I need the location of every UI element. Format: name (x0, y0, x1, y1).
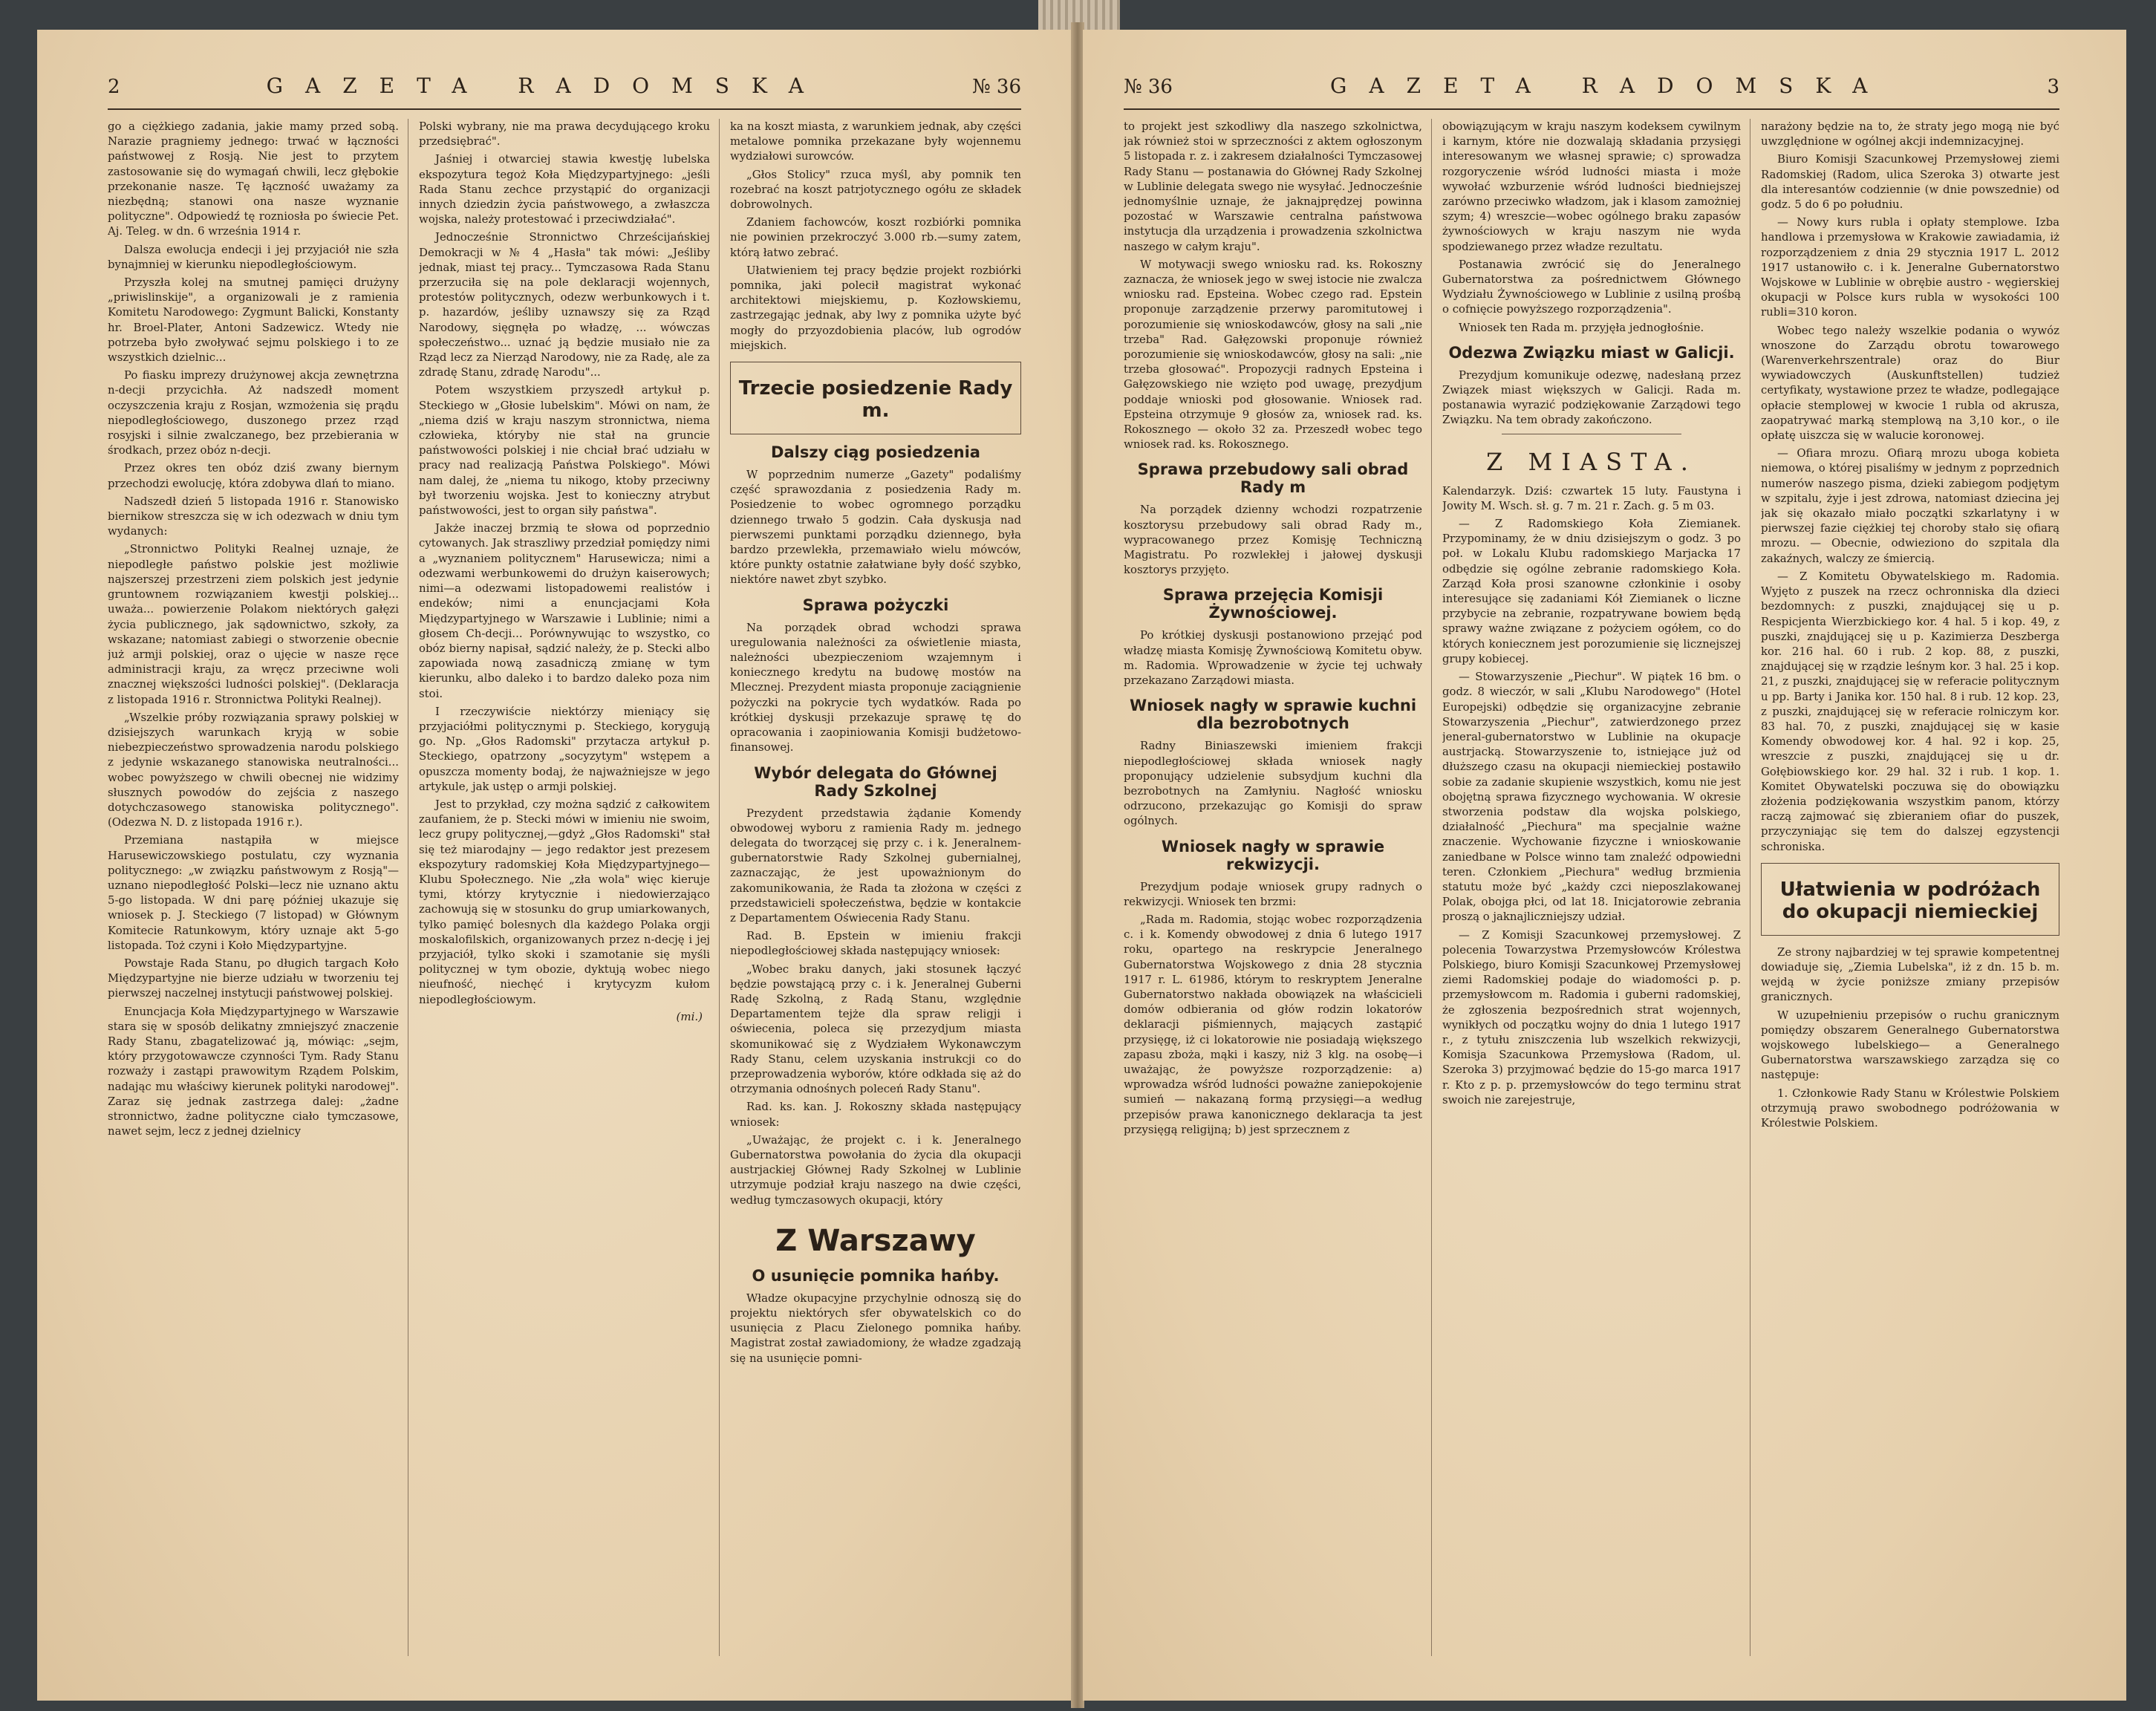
paragraph: W poprzednim numerze „Gazety" podaliśmy część sprawozdania z posiedzenia Rady m. Posiedzenie to wobec ogromnego porządku dziennego trwało 5 godzin. Cała dyskusja nad pierwszemi punktami porządku dziennego, była bardzo przewlekła, przemawiało wielu mówców, które punkty ostatnie załatwiane były dość szybko, niektóre nawet zbyt szybko. (730, 468, 1021, 587)
left-page (37, 30, 1073, 1701)
paragraph: Jest to przykład, czy można sądzić z całkowitem zaufaniem, że p. Stecki mówi w imieniu nie swoim, lecz grupy politycznej,—gdyż „Głos Radomski" stał się też miarodajny — jego redaktor jest prezesem ekspozytury radomskiej Koła Międzypartyjnego—Klubu Społecznego. Nie „zła wola" więc kieruje tymi, którzy krytycznie i niedowierzająco zachowują się w stosunku do grup umiarkowanych, tylko pamięć bolesnych dla każdego Polaka orgji moskalofilskich, organizowanych przez n-decję i jej przyjaciół, tylko skoki i szamotanie się myśli politycznej w tym obozie, dyktują wobec niego nieufność, niechęć i krytycyzm kułom niepodległościowym. (419, 797, 710, 1006)
article-box (1761, 863, 2059, 936)
paragraph: Po krótkiej dyskusji postanowiono przejąć pod władzę miasta Komisję Żywnościową Komitetu obyw. m. Radomia. Wprowadzenie w życie tej uchwały przekazano Zarządowi miasta. (1124, 628, 1422, 688)
paragraph: Na porządek dzienny wchodzi rozpatrzenie kosztorysu przebudowy sali obrad Rady m., wypracowanego przez Komisję Techniczną Magistratu. Po rozwlekłej i jałowej dyskusji kosztorys przyjęto. (1124, 503, 1422, 577)
left-column-1 (108, 119, 408, 1656)
issue-number: № 36 (1124, 76, 1173, 98)
page-number: 3 (2047, 76, 2059, 98)
paragraph: Władze okupacyjne przychylnie odnoszą się do projektu niektórych sfer obywatelskich co do usunięcia z Placu Zielonego pomnika hańby. Magistrat został zawiadomiony, że władze zgadzają się na usunięcie pomni- (730, 1291, 1021, 1365)
paragraph: „Rada m. Radomia, stojąc wobec rozporządzenia c. i k. Komendy obwodowej z dnia 6 lutego 1917 roku, opartego na reskrypcie Jeneralnego Gubernatorstwa Wojskowego z dnia 28 stycznia 1917 r. L. 61986, którym to reskryptem Jeneralne Gubernatorstwo nakłada obowiązek na właścicieli domów odbierania od głów rodzin lokatorów deklaracji piśmiennych, mających zastąpić przysięgę, iż ci lokatorowie nie posiadają większego zapasu zboża, mąki i kaszy, niż 3 klg. na osobę—i uważając, że powyższe rozporządzenie: a) wprowadza wśród ludności poważne zaniepokojenie sumień — nakazaną formą przysięgi—a według przepisów prawa kanonicznego deklaracja ta jest przysięgą religijną; b) jest sprzecznem z (1124, 912, 1422, 1136)
paragraph: Przez okres ten obóz dziś zwany biernym przechodzi ewolucję, która zdobywa dlań to miano. (108, 461, 399, 490)
right-column-2 (1442, 119, 1750, 1656)
paragraph: Ze strony najbardziej w tej sprawie kompetentnej dowiaduje się, „Ziemia Lubelska", iż z dn. 15 b. m. wejdą w życie poniższe zmiany przepisów granicznych. (1761, 945, 2059, 1004)
paragraph: Zdaniem fachowców, koszt rozbiórki pomnika nie powinien przekroczyć 3.000 rb.—sumy zatem, którą łatwo zebrać. (730, 215, 1021, 259)
paragraph: I rzeczywiście niektórzy mieniący się przyjaciółmi politycznymi p. Steckiego, korygują go. Np. „Głos Radomski" przytacza artykuł p. Steckiego, opatrzony „socyzytym" wstępem a opuszcza momenty bodaj, że najważniejsze w jego artykule, jak ustęp o armji polskiej. (419, 704, 710, 793)
paragraph: Radny Biniaszewski imieniem frakcji niepodległościowej składa wniosek nagły proponujący udzielenie subsydjum kuchni dla bezrobotnych na Zamłyniu. Nagłość wniosku odrzucono, przekazując go Komisji do spraw ogólnych. (1124, 739, 1422, 828)
section-heading: Z Warszawy (775, 1223, 976, 1258)
paragraph: to projekt jest szkodliwy dla naszego szkolnictwa, jak również stoi w sprzeczności z aktem ogłoszonym 5 listopada r. z. i zakresem działalności Tymczasowej Rady Stanu — postanawia do Głównej Rady Szkolnej w Lublinie delegata swego nie wysyłać. Jednocześnie jednomyślnie uznaje, że jaknajprędzej powinna pozostać w Warszawie centralna państwowa instytucja dla urządzenia i prowadzenia szkolnictwa naszego w całym kraju". (1124, 120, 1422, 253)
section-heading: Z MIASTA. (1486, 447, 1697, 476)
section-subheading: Sprawa pożyczki (802, 596, 949, 614)
paragraph: Potem wszystkiem przyszedł artykuł p. Steckiego w „Głosie lubelskim". Mówi on nam, że „niema dziś w kraju naszym stronnictwa, niema człowieka, któryby nie stał na gruncie państwowości polskiej i nie chciał brać udziału w pracy nad realizacją Państwa Polskiego". Mówi nam dalej, że „niema tu nikogo, ktoby przeciwny był tworzeniu wojska. Jest to konieczny atrybut państwowości, jest to organ siły państwa". (419, 383, 710, 518)
right-column-3 (1761, 119, 2059, 1656)
left-column-2 (419, 119, 720, 1656)
paragraph: Przyszła kolej na smutnej pamięci drużyny „priwislinskije", a organizowali je z ramienia Komitetu Narodowego: Zygmunt Balicki, Konstanty hr. Broel-Plater, Antoni Sadzewicz. Wtedy nie potrzeba było zwoływać sejmu polskiego i to ze wszystkich dzielnic... (108, 276, 399, 365)
newspaper-title: GAZETA RADOMSKA (266, 74, 826, 98)
paragraph: 1. Członkowie Rady Stanu w Królestwie Polskiem otrzymują prawo swobodnego podróżowania w Królestwie Polskiem. (1761, 1086, 2059, 1130)
paragraph: Wniosek ten Rada m. przyjęła jednogłośnie. (1459, 320, 1704, 334)
paragraph: Jaśniej i otwarciej stawia kwestję lubelska ekspozytura tegoż Koła Międzypartyjnego: „jeśli Rada Stanu zechce przystąpić do organizacji innych dziedzin życia państwowego, a zwłaszcza wojska, należy protestować i przeciwdziałać". (419, 152, 710, 226)
paragraph: Przemiana nastąpiła w miejsce Harusewiczowskiego postulatu, czy wyznania politycznego: „w związku państwowym z Rosją"—uznano niepodległość Polski—lecz nie uznano aktu 5-go listopada. W dni parę później ukazuje się wniosek p. J. Steckiego (7 listopad) w Głównym Komitecie Ratunkowym, który uznaje akt 5-go listopada. Toż czyni i Koło Międzypartyjne. (108, 833, 399, 952)
section-subheading: Odezwa Związku miast w Galicji. (1448, 343, 1735, 362)
paragraph: obowiązującym w kraju naszym kodeksem cywilnym i karnym, które nie dozwalają składania przysięgi interesowanym we własnej sprawie; c) sprowadza rozgoryczenie wśród ludności miasta i może wywołać wzburzenie wśród ludności biedniejszej zarówno przeciwko władzom, jak i klasom zamożniej szym; 4) wreszcie—wobec ogólnego braku zapasów żywnościowych w kraju naszym nie wyda spodziewanego przez władze rezultatu. (1442, 120, 1741, 253)
paragraph: Na porządek obrad wchodzi sprawa uregulowania należności za oświetlenie miasta, należności ubezpieczeniom wzajemnym i koniecznego kredytu na budowę mostów na Mlecznej. Prezydent miasta proponuje zaciągnienie pożyczki na pokrycie tych wydatków. Rada po krótkiej dyskusji przekazuje sprawę tę do opracowania i zaopiniowania Komisji budżetowo-finansowej. (730, 620, 1021, 755)
section-subheading: Wniosek nagły w sprawie rekwizycji. (1161, 837, 1385, 873)
paragraph: Polski wybrany, nie ma prawa decydującego kroku przedsiębrać". (419, 120, 710, 149)
article-box (730, 362, 1021, 434)
right-page (1083, 30, 2126, 1701)
paragraph: Dalsza ewolucja endecji i jej przyjaciół nie szła bynajmniej w kierunku niepodległościowym. (108, 242, 399, 271)
paragraph: Rad. ks. kan. J. Rokoszny składa następujący wniosek: (730, 1100, 1021, 1129)
section-subheading: Wybór delegata do Głównej Rady Szkolnej (754, 763, 997, 800)
paragraph: — Z Radomskiego Koła Ziemianek. Przypominamy, że w dniu dzisiejszym o godz. 3 po poł. w Lokalu Klubu radomskiego Marjacka 17 odbędzie się ogólne zebranie radomskiego Koła. Zarząd Koła prosi szanowne członkinie i osoby interesujące się zadaniami Kół Ziemianek o liczne przybycie na zebranie, rozpatrywane bowiem będą sprawy ważne związane z pożyciem ogółem, co do których koniecznem jest porozumienie się licznejszej grupy kobiecej. (1442, 517, 1741, 665)
newspaper-title: GAZETA RADOMSKA (1330, 74, 1890, 98)
paragraph: Prezydjum podaje wniosek grupy radnych o rekwizycji. Wniosek ten brzmi: (1124, 879, 1422, 908)
paragraph: Nadszedł dzień 5 listopada 1916 r. Stanowisko biernikow streszcza się w ich odezwach w dniu tym wydanych: (108, 494, 399, 538)
article-heading: Trzecie posiedzenie Rady m. (738, 377, 1013, 423)
paragraph: Postanawia zwrócić się do Jeneralnego Gubernatorstwa za pośrednictwem Głównego Wydziału Żywnościowego w Lublinie z usilną prośbą o cofnięcie powyższego rozporządzenia". (1442, 257, 1741, 316)
paragraph: — Z Komitetu Obywatelskiego m. Radomia. Wyjęto z puszek na rzecz ochronniska dla dzieci bezdomnych: z puszki, znajdującej się u p. Respicjenta Wierzbickiego kor. 4 hal. 5 i kop. 49, z puszki, znajdującej się u p. Kazimierza Deszberga kor. 216 hal. 60 i rub. 2 kop. 88, z puszki, znajdującej się w rządzie leśnym kor. 3 hal. 25 i kop. 21, z puszki, znajdującej się w referacie politycznym u pp. Barty i Janika kor. 150 hal. 8 i rub. 12 kop. 23, z puszki, znajdującej się w referacie rolniczym kor. 83 hal. 70, z puszki, znajdującej się w kasie Komendy obwodowej kor. 4 hal. 92 i kop. 25, wreszcie z puszki, znajdującej się u dr. Gołębiowskiego kor. 29 hal. 32 i rub. 1 kop. 1. Komitet Obywatelski poczuwa się do obowiązku złożenia podziękowania wszystkim panom, którzy raczą zajmować się zbieraniem ofiar do puszek, przyczyniając się tem do dalszej egzystencji schroniska. (1761, 569, 2059, 853)
paragraph: Enuncjacja Koła Międzypartyjnego w Warszawie stara się w sposób delikatny zmniejszyć znaczenie Rady Stanu, zbagatelizować ją, mówiąc: „sejm, który przygotowawcze czynności Tym. Rady Stanu rozważy i zastąpi prawowitym Rządem Polskim, nadając mu właściwy kierunek polityki narodowej". Zaraz się jednak zastrzega dalej: „żadne stronnictwo, żadne polityczne ciało tymczasowe, nawet sejm, lecz z jednej dzielnicy (108, 1004, 399, 1138)
section-subheading: Sprawa przebudowy sali obrad Rady m (1137, 460, 1409, 497)
paragraph: — Z Komisji Szacunkowej przemysłowej. Z polecenia Towarzystwa Przemysłowców Królestwa Polskiego, biuro Komisji Szacunkowej Przemysłowej ziemi Radomskiej podaje do wiadomości p. p. przemysłowcom m. Radomia i guberni radomskiej, że zgłoszenia bezpośrednich strat wojennych, wynikłych od początku wojny do dnia 1 lutego 1917 r., z tytułu zniszczenia lub wszelkich rekwizycji, Komisja Szacunkowa Przemysłowa (Radom, ul. Szeroka 3) przyjmować będzie do 15-go marca 1917 r. Kto z p. p. przemysłowców do tego terminu strat swoich nie zarejestruje, (1442, 928, 1741, 1107)
issue-number: № 36 (972, 76, 1021, 98)
paragraph: W motywacji swego wniosku rad. ks. Rokoszny zaznacza, że wniosek jego w swej istocie nie zwalcza wniosku rad. Epsteina. Wobec czego rad. Epstein proponuje zarządzenie przerwy paromitutowej i porozumienie się wnioskodawców, głosy na sali „nie trzeba" Rad. Gałęzowski proponuje również porozumienie się wnioskodawców, głosy na sali: „nie trzeba głosować". Propozycji radnych Epsteina i Gałęzowskiego nie wzięto pod uwagę, prezydjum poddaje wnioski pod głosowanie. Wniosek rad. Epsteina otrzymuje 9 głosów za, wniosek rad. ks. Rokosznego — około 32 za. Przeszedł wobec tego wniosek rad. ks. Rokosznego. (1124, 257, 1422, 452)
paragraph: narażony będzie na to, że straty jego mogą nie być uwzględnione w ogólnej akcji indemnizacyjnej. (1761, 120, 2059, 149)
paragraph: — Nowy kurs rubla i opłaty stemplowe. Izba handlowa i przemysłowa w Krakowie zawiadamia, iż rozporządzeniem z dnia 29 stycznia 1917 L. 2012 1917 ustanowiło c. i k. Jeneralne Gubernatorstwo Wojskowe w Lublinie w obrębie austro - węgierskiej okupacji w Polsce kurs rubla w wysokości 100 rubli=310 koron. (1761, 215, 2059, 319)
right-column-1 (1124, 119, 1432, 1656)
paragraph: Prezydent przedstawia żądanie Komendy obwodowej wyboru z ramienia Rady m. jednego delegata do tworzącej się przy c. i k. Jeneralnem-gubernatorstwie Rady Szkolnej gubernialnej, zaznaczając, że jest upoważnionym do zakomunikowania, że Rada ta złożona w części z przedstawicieli społeczeństwa, będzie w kontakcie z Departamentem Oświecenia Rady Stanu. (730, 806, 1021, 925)
paragraph: „Wobec braku danych, jaki stosunek łączyć będzie powstającą przy c. i k. Jeneralnej Guberni Radę Szkolną, z Radą Stanu, względnie Departamentem tejże dla spraw religji i oświecenia, poleca się przezydjum miasta skomunikować się z Wydziałem Wykonawczym Rady Stanu, celem uzyskania instrukcji co do przeprowadzenia wyborów, które odkłada się aż do otrzymania odnośnych poleceń Rady Stanu". (730, 962, 1021, 1096)
section-subheading: Wniosek nagły w sprawie kuchni dla bezrobotnych (1129, 697, 1417, 733)
paragraph: Ułatwieniem tej pracy będzie projekt rozbiórki pomnika, jaki polecił magistrat wykonać architektowi miejskiemu, p. Kozłowskiemu, zastrzegając jednak, aby lwy z pomnika użyte być mogły do przyozdobienia placów, lub ogrodów miejskich. (730, 263, 1021, 352)
paragraph: go a ciężkiego zadania, jakie mamy przed sobą. Narazie pragniemy jednego: trwać w łączności państwowej z Rosją. Nie jest to przytem zastosowanie się do wymagań chwili, lecz głębokie przekonanie nasze. Tę łączność uważamy za niezbędną; stanowi ona nasze wyznanie polityczne". Odpowiedź tę rozniosła po świecie Pet. Aj. Teleg. w dn. 6 września 1914 r. (108, 120, 399, 238)
left-masthead (108, 30, 1021, 110)
page-number: 2 (108, 76, 120, 98)
paragraph: „Uważając, że projekt c. i k. Jeneralnego Gubernatorstwa powołania do życia dla okupacji austrjackiej Głównej Rady Szkolnej w Lublinie utrzymuje podział kraju naszego na dwie części, według tymczasowych okupacji, który (730, 1132, 1021, 1207)
paragraph: „Stronnictwo Polityki Realnej uznaje, że niepodległe państwo polskie jest możliwie najszerszej przestrzeni ziem polskich jest jedynie gruntownem rozwiązaniem kwestji polskiej... uważa... powierzenie Polakom niektórych gałęzi życia publicznego, jak sądownictwo, szkoły, za wskazane; natomiast zabiegi o stworzenie obecnie już armji polskiej, oraz o ujęcie w nasze ręce administracji kraju, za wręcz przeciwne woli znacznej większości ludności polskiej". (Deklaracja z listopada 1916 r. Stronnictwa Polityki Realnej). (108, 542, 399, 706)
paragraph: — Stowarzyszenie „Piechur". W piątek 16 bm. o godz. 8 wieczór, w sali „Klubu Narodowego" (Hotel Europejski) odbędzie się organizacyjne zebranie Stowarzyszenia „Piechur", zatwierdzonego przez jeneral-gubernatorstwo w Lublinie na okupacje austrjacką. Stowarzyszenie to, istniejące już od dłuższego czasu na okupacji niemieckiej postawiło sobie za zadanie skupienie wszystkich, komu nie jest obojętną sprawa fizycznego wychowania. W okresie stworzenia podstaw dla wojska polskiego, działalność „Piechura" ma specjalnie ważne znaczenie. Wychowanie fizyczne i wnioskowanie zaniedbane w Polsce winno tam znaleźć odpowiedni teren. Członkiem „Piechura" według brzmienia statutu może być „każdy czci nieposzlakowanej Polak, obojga płci, od lat 18. Inicjatorowie zebrania proszą o jaknajliczniejszy udział. (1442, 670, 1741, 924)
author-signoff: (mi.) (676, 1009, 703, 1023)
paragraph: W uzupełnieniu przepisów o ruchu granicznym pomiędzy obszarem Generalnego Gubernatorstwa wojskowego lubelskiego— a Generalnego Gubernatorstwa warszawskiego zarządza się co następuje: (1761, 1008, 2059, 1082)
left-column-3 (730, 119, 1021, 1656)
paragraph: ka na koszt miasta, z warunkiem jednak, aby części metalowe pomnika przekazane były wojennemu wydziałowi surowców. (730, 120, 1021, 163)
paragraph: Jednocześnie Stronnictwo Chrześcijańskiej Demokracji w № 4 „Hasła" tak mówi: „Jeśliby jednak, miast tej pracy... Tymczasowa Rada Stanu przerzuciła się na pole deklaracji wojennych, protestów politycznych, odezw werbunkowych i t. p. hazardów, jeśliby uznawszy się za Rząd Narodowy, sięgnęła po władzę, ... wówczas społeczeństwo... uznać ją będzie musiało nie za Rząd lecz za Nierząd Narodowy, nie za Radę, ale za zdradę Stanu, zdradę Narodu"... (419, 230, 710, 379)
paragraph: „Wszelkie próby rozwiązania sprawy polskiej w dzisiejszych warunkach kryją w sobie niebezpieczeństwo sprowadzenia narodu polskiego z jedynie wskazanego stanowiska neutralności... wobec powyższego w chwili obecnej nie widzimy słusznych powodów do zejścia z naszego dotychczasowego stanowiska politycznego". (Odezwa N. D. z listopada 1916 r.). (108, 710, 399, 830)
section-subheading: O usunięcie pomnika hańby. (752, 1266, 1000, 1285)
paragraph: Prezydjum komunikuje odezwę, nadesłaną przez Związek miast większych w Galicji. Rada m. postanawia wyrazić podziękowanie Zarządowi tego Związku. Na tem obrady zakończono. (1442, 368, 1741, 427)
right-masthead (1124, 30, 2059, 110)
calendar-note: Kalendarzyk. Dziś: czwartek 15 luty. Faustyna i Jowity M. Wsch. sł. g. 7 m. 21 r. Zach. g. 5 m 03. (1442, 483, 1741, 512)
paragraph: — Ofiara mrozu. Ofiarą mrozu uboga kobieta niemowa, o której pisaliśmy w jednym z poprzednich numerów naszego pisma, dzieki zabiegom podjętym w szpitalu, żyje i jest zdrowa, natomiast dziecina jej jak się okazało miało początki szkarlatyny i w pierwszej fazie ciężkiej tej choroby stało się ofiarą mrozu. — Obecnie, odwieziono do szpitala dla zakaźnych, walczy ze śmiercią. (1761, 446, 2059, 565)
paragraph: Rad. B. Epstein w imieniu frakcji niepodległościowej składa następujący wniosek: (730, 929, 1021, 958)
article-heading: Ułatwienia w podróżach do okupacji niemieckiej (1779, 878, 2041, 923)
section-subheading: Sprawa przejęcia Komisji Żywnościowej. (1162, 586, 1384, 622)
section-subheading: Dalszy ciąg posiedzenia (771, 443, 980, 462)
paragraph: Powstaje Rada Stanu, po długich targach Koło Międzypartyjne nie bierze udziału w tworzeniu tej pierwszej naczelnej instytucji państwowej polskiej. (108, 956, 399, 1000)
paragraph: Po fiasku imprezy drużynowej akcja zewnętrzna n-decji przycichła. Aż nadszedł moment oczyszczenia kraju z Rosjan, wzmożenia się prądu niepodległościowego, duszonego przez rząd rosyjski i silnie zwalczanego, bez przebierania w środkach, przez obóz n-decji. (108, 368, 399, 457)
paragraph: Jakże inaczej brzmią te słowa od poprzednio cytowanych. Jak straszliwy przedział pomiędzy nimi a „wyznaniem politycznem" Harusewicza; nimi a odezwami werbunkowemi do drużyn kaiserowych; nimi—a odezwami listopadowemi realistów i endeków; nimi a enuncjacjami Koła Międzypartyjnego w Warszawie i Lublinie; nimi a głosem Ch-decji... Porównywując to wszystko, co obóz bierny napisał, sądzić należy, że p. Stecki albo zapowiada nową zasadniczą zmianę w tym kierunku, albo daleko i to bardzo daleko poza nim stoi. (419, 521, 710, 700)
paragraph: „Głos Stolicy" rzuca myśl, aby pomnik ten rozebrać na koszt patrjotycznego ogółu ze składek dobrowolnych. (730, 167, 1021, 212)
paragraph: Biuro Komisji Szacunkowej Przemysłowej ziemi Radomskiej (Radom, ulica Szeroka 3) otwarte jest dla interesantów codziennie (w dnie powszednie) od godz. 5 do 6 po południu. (1761, 152, 2059, 212)
paragraph: Wobec tego należy wszelkie podania o wywóz wnoszone do Zarządu obrotu towarowego (Warenverkehrszentrale) oraz do Biur wywiadowczych (Auskunftstellen) tudzież certyfikaty, wystawione przez te władze, podlegające opłacie stemplowej w kwocie 1 rubla od akrusza, zaopatrywać marką stemplową na 3,10 kor., o ile opłatę uiszcza się w walucie koronowej. (1761, 323, 2059, 443)
